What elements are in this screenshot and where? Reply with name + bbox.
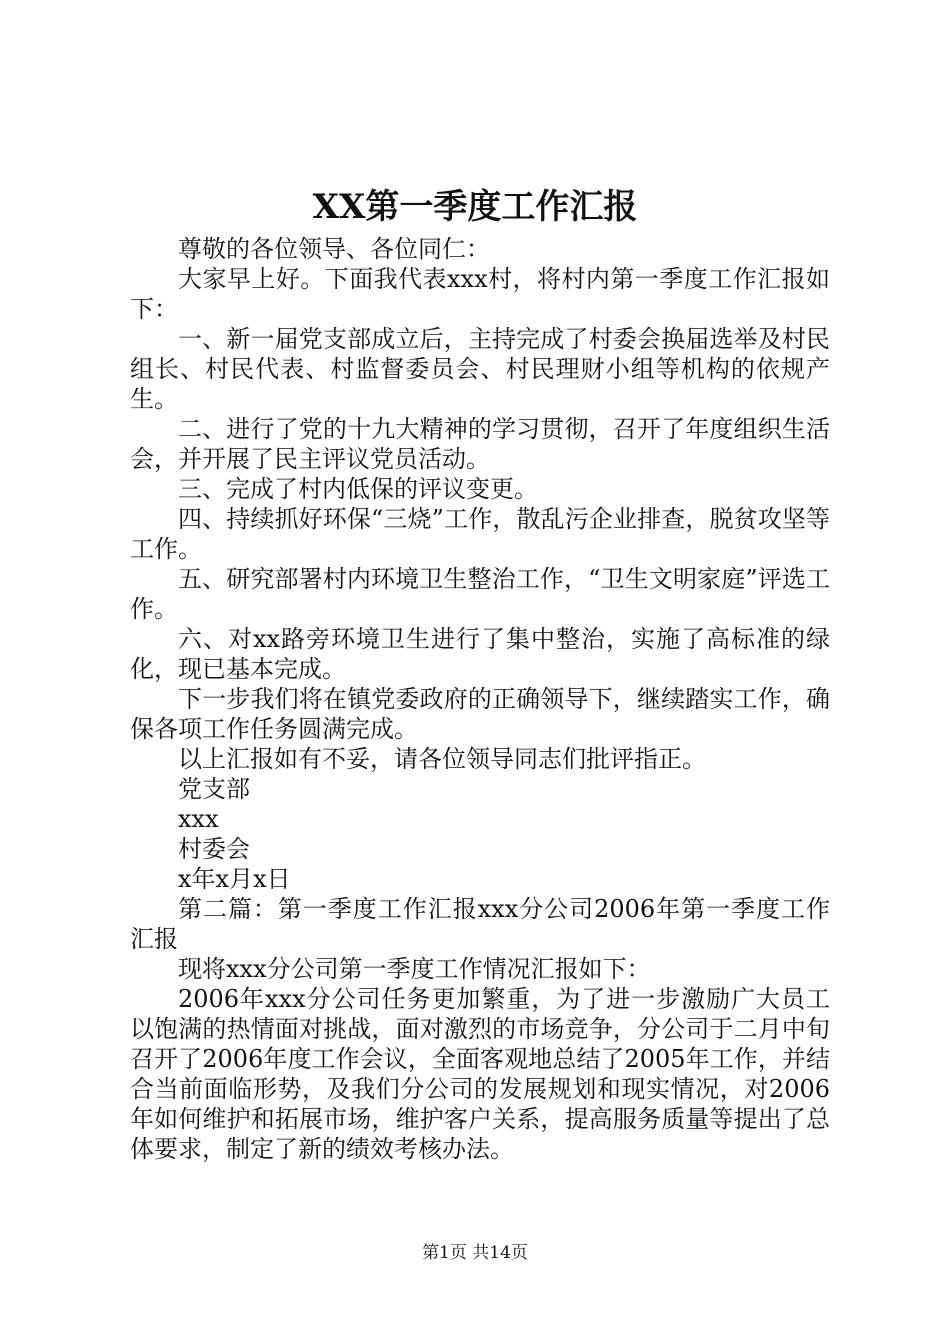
signature-date: x年x月x日 [178, 865, 291, 893]
paragraph: 四、持续抓好环保“三烧”工作，散乱污企业排查，脱贫攻坚等工作。 [130, 505, 830, 563]
paragraph: 三、完成了村内低保的评议变更。 [178, 475, 538, 503]
paragraph: 2006年xxx分公司任务更加繁重，为了进一步激励广大员工以饱满的热情面对挑战，面对激烈的市场竞争，分公司于二月中旬召开了2006年度工作会议，全面客观地总结了2005年工作，并结合当前面临形势，及我们分公司的发展规划和现实情况，对2006年如何维护和拓展市场，维护客户关系，提高服务质量等提出了总体要求，制定了新的绩效考核办法。 [130, 985, 830, 1163]
document-title: XX第一季度工作汇报 [312, 187, 638, 227]
signature-village-name: xxx [178, 805, 219, 833]
page-footer: 第1页 共14页 [422, 1243, 528, 1263]
paragraph: 一、新一届党支部成立后，主持完成了村委会换届选举及村民组长、村民代表、村监督委员会、村民理财小组等机构的依规产生。 [130, 325, 830, 413]
signature-village-committee: 村委会 [178, 835, 250, 863]
paragraph: 现将xxx分公司第一季度工作情况汇报如下： [178, 955, 651, 983]
section-heading: 第二篇：第一季度工作汇报xxx分公司2006年第一季度工作汇报 [130, 895, 830, 953]
paragraph: 大家早上好。下面我代表xxx村，将村内第一季度工作汇报如下： [130, 265, 830, 323]
paragraph: 下一步我们将在镇党委政府的正确领导下，继续踏实工作，确保各项工作任务圆满完成。 [130, 685, 830, 743]
document-body [130, 234, 830, 1164]
paragraph: 五、研究部署村内环境卫生整治工作，“卫生文明家庭”评选工作。 [130, 565, 830, 623]
paragraph: 二、进行了党的十九大精神的学习贯彻，召开了年度组织生活会，并开展了民主评议党员活动。 [130, 415, 830, 473]
paragraph: 尊敬的各位领导、各位同仁： [178, 235, 490, 263]
paragraph: 六、对xx路旁环境卫生进行了集中整治，实施了高标准的绿化，现已基本完成。 [130, 625, 830, 683]
paragraph: 以上汇报如有不妥，请各位领导同志们批评指正。 [178, 745, 706, 773]
signature-party-branch: 党支部 [178, 775, 250, 803]
